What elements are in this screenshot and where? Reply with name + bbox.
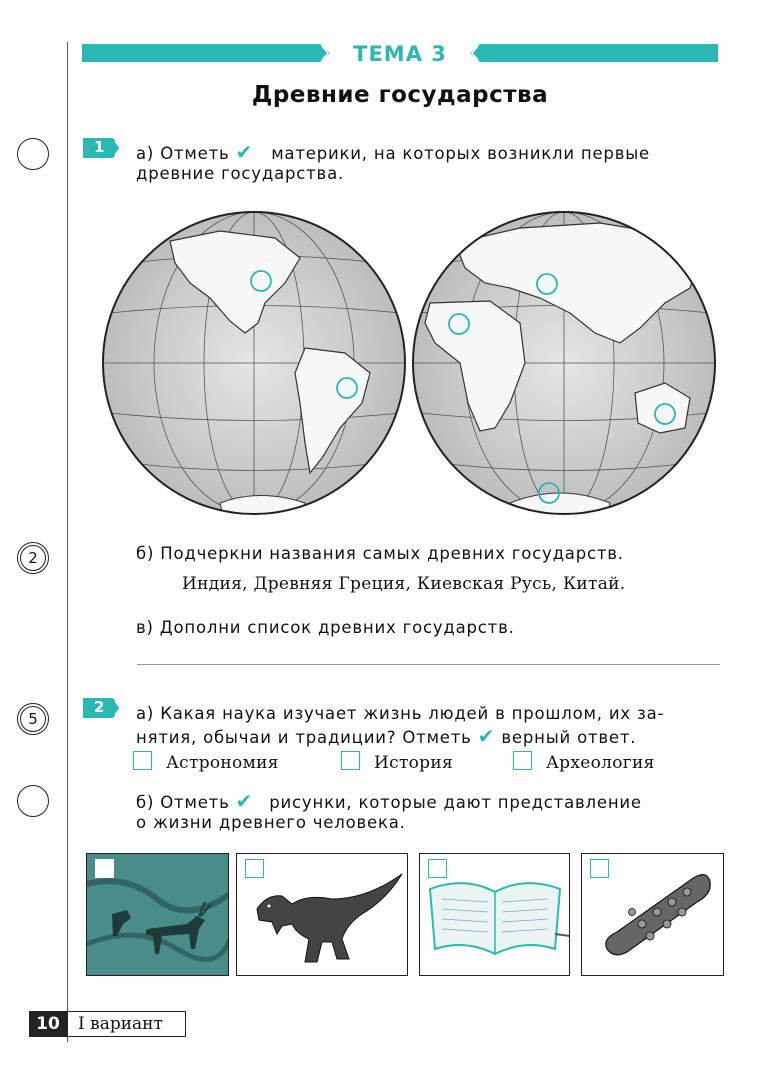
club-card[interactable]: [581, 853, 724, 976]
score-circle-2: [17, 542, 49, 574]
variant-label: I вариант: [67, 1011, 186, 1037]
checkbox-dinosaur[interactable]: [245, 859, 264, 878]
checkbox-cave-painting[interactable]: [95, 859, 114, 878]
check-icon: ✔: [235, 789, 254, 813]
dinosaur-card[interactable]: [236, 853, 408, 976]
book-card[interactable]: [419, 853, 570, 976]
check-icon: ✔: [477, 724, 496, 748]
task-2a-line2: [136, 725, 636, 749]
page-number: 10: [29, 1011, 67, 1037]
score-circle-4: [17, 785, 49, 817]
checkbox-club[interactable]: [590, 859, 609, 878]
check-icon: ✔: [235, 140, 254, 164]
task-2b-line2: о жизни древнего человека.: [136, 813, 406, 832]
answer-line[interactable]: [137, 664, 720, 665]
task-2b-rest: рисунки, которые дают представление: [269, 793, 642, 812]
task-2-number: 2: [94, 698, 105, 716]
checkbox-history[interactable]: [341, 751, 360, 770]
checkbox-archaeology[interactable]: [513, 751, 532, 770]
score-circle-1: [17, 138, 49, 170]
task-2a-prefix: нятия, обычаи и традиции? Отметь: [136, 728, 472, 747]
theme-title: ТЕМА 3: [353, 42, 447, 66]
task-2a-suffix: верный ответ.: [501, 728, 637, 747]
task-2b-prefix: б) Отметь: [136, 793, 230, 812]
checkbox-book[interactable]: [428, 859, 447, 878]
checkbox-astronomy[interactable]: [133, 751, 152, 770]
page-title: Древние государства: [251, 82, 549, 108]
score-mark-5: 5: [28, 710, 38, 728]
task-1a-line2: древние государства.: [136, 164, 345, 183]
score-circle-5: [17, 703, 49, 735]
ancient-states-list: Индия, Древняя Греция, Киевская Русь, Китай.: [182, 574, 626, 594]
option-archaeology: Археология: [546, 753, 655, 773]
task-2b-line1: [136, 790, 736, 814]
task-1b-text: б) Подчеркни названия самых древних государств.: [136, 544, 624, 563]
task-1a-line1: [136, 141, 726, 165]
option-astronomy: Астрономия: [166, 753, 279, 773]
task-1-number: 1: [94, 138, 105, 156]
header-band-left: [82, 44, 332, 62]
task-2a-line1: а) Какая наука изучает жизнь людей в прошлом, их за-: [136, 704, 665, 723]
task-1a-prefix: а) Отметь: [136, 144, 230, 163]
margin-line: [67, 42, 68, 1042]
option-history: История: [374, 753, 454, 773]
task-1c-text: в) Дополни список древних государств.: [136, 618, 515, 637]
cave-painting-card[interactable]: [86, 853, 229, 976]
score-mark-2: 2: [28, 549, 38, 567]
task-1a-rest: материки, на которых возникли первые: [271, 144, 651, 163]
header-band-right: [470, 44, 718, 62]
world-map-icon: [100, 203, 720, 523]
